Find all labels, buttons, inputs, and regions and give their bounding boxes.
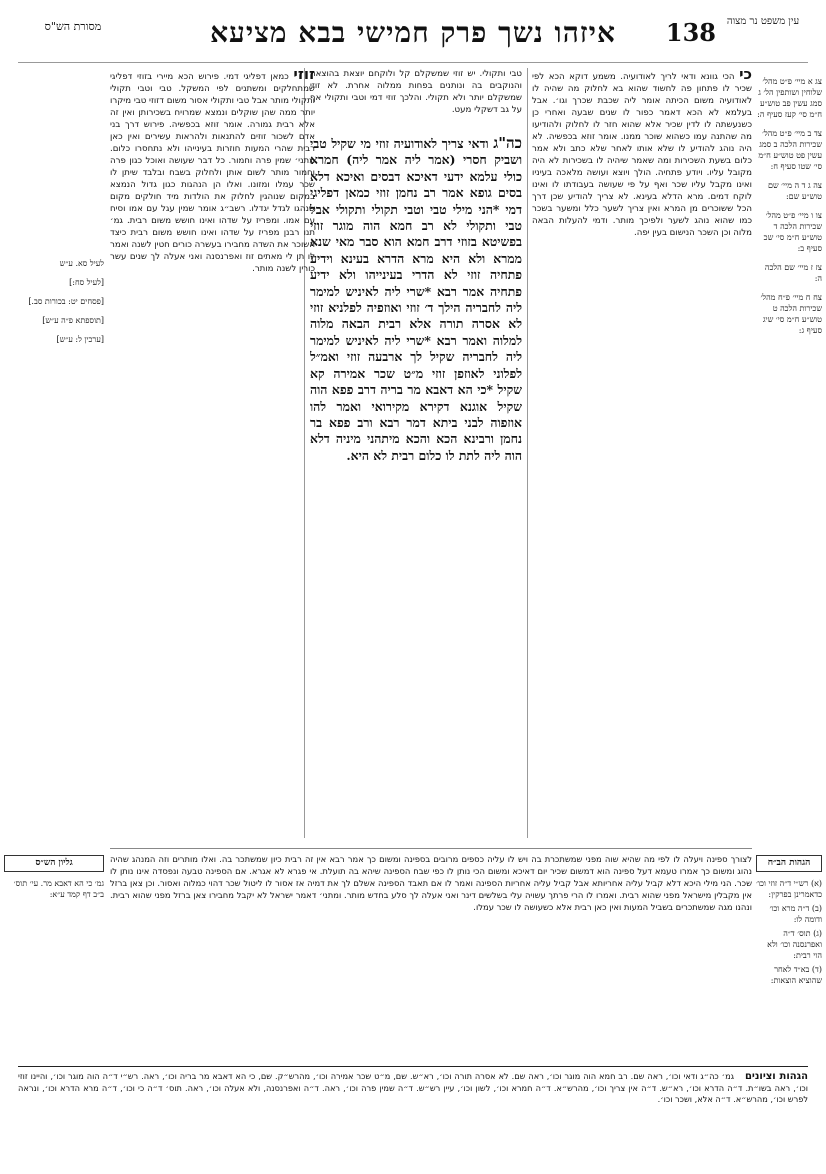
gemara-column <box>310 135 522 835</box>
ein-mishpat-entry: צח ח מיי׳ פ״ח מהל׳ שכירות הלכה ט טוש״ע ח״מ סי׳ שיג סעיף ג: <box>760 293 822 335</box>
tosafot-text: כמאן דפליגי דמי. פירוש הכא מיירי בזוזי דפליגי שמתחלקים ומשתנים לפי המשקל. טבי וטבי תקולי ותקולי מותר אבל טבי ותקולי אסור משום דזוזי טבי מיקרו יותר ממה שהן שוקלים ונמצא שמרויח בשכירותן ואין זה אלא רבית גמורה. אומר זוזא בכפשיה. פירוש דרך בני אדם לשכור זוזים להתנאות ולהראות עשירים ואין כאן רבית שהרי המעות חוזרות בעינייהו ולא נתחסרו כלום. מתני׳ שמין פרה וחמור. כל דבר שעושה ואוכל כגון פרה וחמור מותר לשום אותן ולחלוק בשבח ובלבד שיתן לו שכר עמלו ומזונו. ואלו הן הנהגות כגון גדול הנמצא במקום שנוהגין לחלוק את הולדות מיד חולקים מקום שנהגו לגדל יגדלו. רשב״ג אומר שמין עגל עם אמו וסיח עם אמו. ומפריז על שדהו ואינו חושש משום רבית. גמ׳ תנו רבנן מפריז על שדהו ואינו חושש משום רבית כיצד השוכר את השדה מחבירו בעשרה כורים חטין לשנה ואמר לו תן לי מאתים זוז ואפרנסנה ואני אעלה לך שנים עשר כורין לשנה מותר. <box>110 72 315 274</box>
ein-mishpat-entry: צד ב מיי׳ פ״ט מהל׳ שכירות הלכה ב סמג עשין פט טוש״ע ח״מ סי׳ שטו סעיף ח: <box>758 129 822 171</box>
footer-text: גמ׳ כה״ג ודאי וכו׳, ראה שם. רב חמא הוה מוגר וכו׳, ראה שם. לא אסרה תורה וכו׳, רא״ש. שם, מ״ט שכר אמירה וכו׳, מהרש״ק. שם, כי הא דאבא מר בריה וכו׳, ראה. רש״י ד״ה הוה מוגר וכו׳, והיינו זוזי וכו׳, ראה בשו״ת. ד״ה הדרא וכו׳, רא״ש. ד״ה אין צריך וכו׳, מהרש״א. ד״ה חמרא וכו׳, לשון וכו׳, עיין רש״ש. ד״ה שמין פרה וכו׳, ראה. ד״ה ואפרנסנה, ולא אעלה וכו׳, ראה. תוס׳ ד״ה כי וכו׳, ד״ה מרא הדרא וכו׳, ונראה לפרש וכו׳, מהרש״א. ד״ה אלא, ושכר וכו׳. <box>18 1071 808 1104</box>
gilyon-text: גמ׳ כי הא דאבא מר. עי׳ תוס׳ ב״ב דף קמד ע״א: <box>13 879 104 899</box>
rashi-lead-word: כי <box>739 68 752 83</box>
hagahot-entry: (ד) בא״ד לאחר שהוציא הוצאות: <box>770 965 822 985</box>
gemara-text: ודאי צריך לאודועיה זוזי מי שקיל טבי ושביק חסרי (אמר ליה אמר ליה) חמרא כולי עלמא ידעי דאיכא דבסים ואיכא דלא בסים גופא אמר רב נחמן זוזי כמאן דפליגי דמי *הני מילי טבי וטבי תקולי ותקולי אבל טבי ותקולי לא רב חמא הוה מוגר זוזי בפשיטא בזוזי דרב חמא הוא סבר מאי שנא ממרא ולא היא מרא הדרא בעינא וידיע פתחיה זוזי לא הדרי בעינייהו ולא ידיע פתחיה אמר רבא *שרי ליה לאיניש למימר ליה לחבריה הילך ד׳ זוזי ואוזפיה לפלניא זוזי לא אסרה תורה אלא רבית הבאה מלוה למלוה ואמר רבא *שרי ליה לאיניש למימר ליה לחבריה שקיל לך ארבעה זוזי ואמ״ל לפלוני לאוזפן זוזי מ״ט שכר אמירה קא שקיל *כי הא דאבא מר בריה דרב פפא הוה שקיל אוגנא דקירא מקירואי ואמר להו אוזפוה לבני ביתא דמר רבא ורב פפא בר נחמן ורבינא הכא והכא מיתהני מיניה דלא הוה ליה לתת לו כלום רבית לא היא. <box>310 136 522 463</box>
ein-mishpat-entry: צז ז מיי׳ שם הלכה ה: <box>764 263 822 283</box>
hagahot-title: הגהות הב״ח <box>756 855 822 872</box>
hagahot-entry: (א) רש״י ד״ה זוזי וכו׳ כדאמרינן בפרקין: <box>756 879 822 899</box>
footer-label: הגהות וציונים <box>744 1071 808 1082</box>
masoret-entry: [פסחים יט: בכורות סב.] <box>28 297 104 306</box>
hagahot-entry: (ב) ד״ה מרא וכו׳ ודומה לו: <box>769 904 822 924</box>
gemara-top-commentary: טבי ותקולי. יש זוזי שמשקלם קל ולוקחם יוצאת בהוצאה והנוקבים בה ונותנים בפחות ממלוה אחרת. לא זוזי שמשקלם יותר ולא תקולי. והלכך זוזי דמי וטבי ותקולי אף על גב דשקלי מעט. <box>310 69 522 115</box>
page-header <box>18 12 808 60</box>
rashi-bottom-block: לצורך ספינה ויעלה לו לפי מה שהיא שוה מפני שמשתכרת בה ויש לו עליה כספים מרובים בספינה ומשום כך אמר רבא אין זה רבית כיון שמשתכר בה. ואלו מותרים וזה המנהג שהיה נהוג ומשום כך אמרו טעמא דעל ספינה הוא דמשום שכיר יום דאיכא ומשום הכי נותן לו כפי שבח הספינה שיהא בה תועלת. אי פגרא לא אגרא. אם הספינה טבעה ונפסדה אינו נותן לו שכר. הני מילי היכא דלא קביל עליה אחריותא אבל קביל עליה אחריות הספינה ואמר לו אם תאבד הספינה אשלם לך את דמיה אז אסור לו ליטול שכר דהוי כמלוה ואסור. וכן צאן ברזל אין מקבלין מישראל מפני שהוא רבית. ואמרו לו הרי פרתך עשויה עלי בשלשים דינר ואני אעלה לך סלע בחדש מותר. ומתני׳ דאמר ישראל לא יקבל מחבירו צאן ברזל מפני שהוא רבית. ונהנו מגה שמשתכרים בשביל המעות ואין כאן רבית אלא כשעושה לו שכר עמלו. <box>110 848 752 1063</box>
footer-notes <box>18 1066 808 1167</box>
rashi-text: הכי גוונא ודאי לריך לאודועיה. משמע דוקא הכא לפי שכיר לו פתחון פה לחשוד שהוא בא לחלוק מה שהיה לו לאודועיה משום הכיתה אומר ליה שכבת שכרך וגו׳. אבל בעלמא לא הכא דאמר כפור לו שנים שבעה ואחרי כן כשנעשתה לו לדין שכיר אלא שהוא חזר לו לחלוק ולהודיעו מה שהתנה עמו כשהוא שוכר ממנו. אומר זוזא בכפשיה. לא היה נוהג להודיע לו שלא אותו לאחר שלא כתב ולא אמר כלום בשעת השכירות ומה שאמר שיהיה לו בשכירות לא היה מקובל עליו. ויודע פתחיה. הולך ויוצא ועושה מלאכה בעיניו ואינו מקבל עליו שכר ואף על פי שעושה בעבודתו לו ואינו לוקח דמים. מרא הדלא בעינא. לא צריך להודיע שכן דרך הכל ששוכרים מן המרא ואין צריך לשער כלל ומשער בשכר כמו שהוא נוהג לשער ולפיכך מותר. ודמי להעלות הבאה מלוה וכן השכר הנישום בעין יפה. <box>532 72 752 238</box>
ein-mishpat-column <box>756 68 822 628</box>
gilyon-hashas <box>4 855 104 915</box>
gemara-lead-word: כה"ג <box>493 135 522 152</box>
tosafot-lead-word: זוזי <box>293 68 315 83</box>
masoret-hashas-column <box>4 250 104 650</box>
masoret-label: מסורת הש"ס <box>44 20 102 33</box>
masoret-entry: [ערכין ל: ע״ש] <box>56 335 104 344</box>
column-divider <box>527 68 528 838</box>
hagahot-habach <box>756 855 822 1055</box>
gilyon-title: גליון הש״ס <box>4 855 104 872</box>
ein-mishpat-entry: צו ו מיי׳ פ״ט מהל׳ שכירות הלכה ד טוש״ע ח״מ סי׳ שכ סעיף ב: <box>763 211 822 253</box>
masoret-entry: לעיל סא. ע״ש <box>59 259 104 268</box>
ein-mishpat-entry: צג א מיי׳ פ״ט מהל׳ שלוחין ושותפין הל׳ ג סמג עשין פב טוש״ע ח״מ סי׳ קעז סעיף ה: <box>757 77 822 119</box>
ein-mishpat-entry: צה ג ד ה מיי׳ שם טוש״ע שם: <box>767 181 822 201</box>
ein-mishpat-label: עין משפט נר מצוה <box>726 16 800 27</box>
page-number: 138 <box>665 18 716 47</box>
tosafot-column <box>110 68 315 838</box>
masoret-entry: [תוספתא פ״ה ע״ש] <box>42 316 104 325</box>
masoret-entry: [לעיל סח:] <box>69 278 104 287</box>
hagahot-entry: (ג) תוס׳ ד״ה ואפרנסנה וכו׳ ולא הוי רבית: <box>767 929 822 960</box>
header-rule <box>18 62 808 63</box>
rashi-column <box>532 68 752 838</box>
page-title: איזהו נשך פרק חמישי בבא מציעא <box>210 16 616 49</box>
